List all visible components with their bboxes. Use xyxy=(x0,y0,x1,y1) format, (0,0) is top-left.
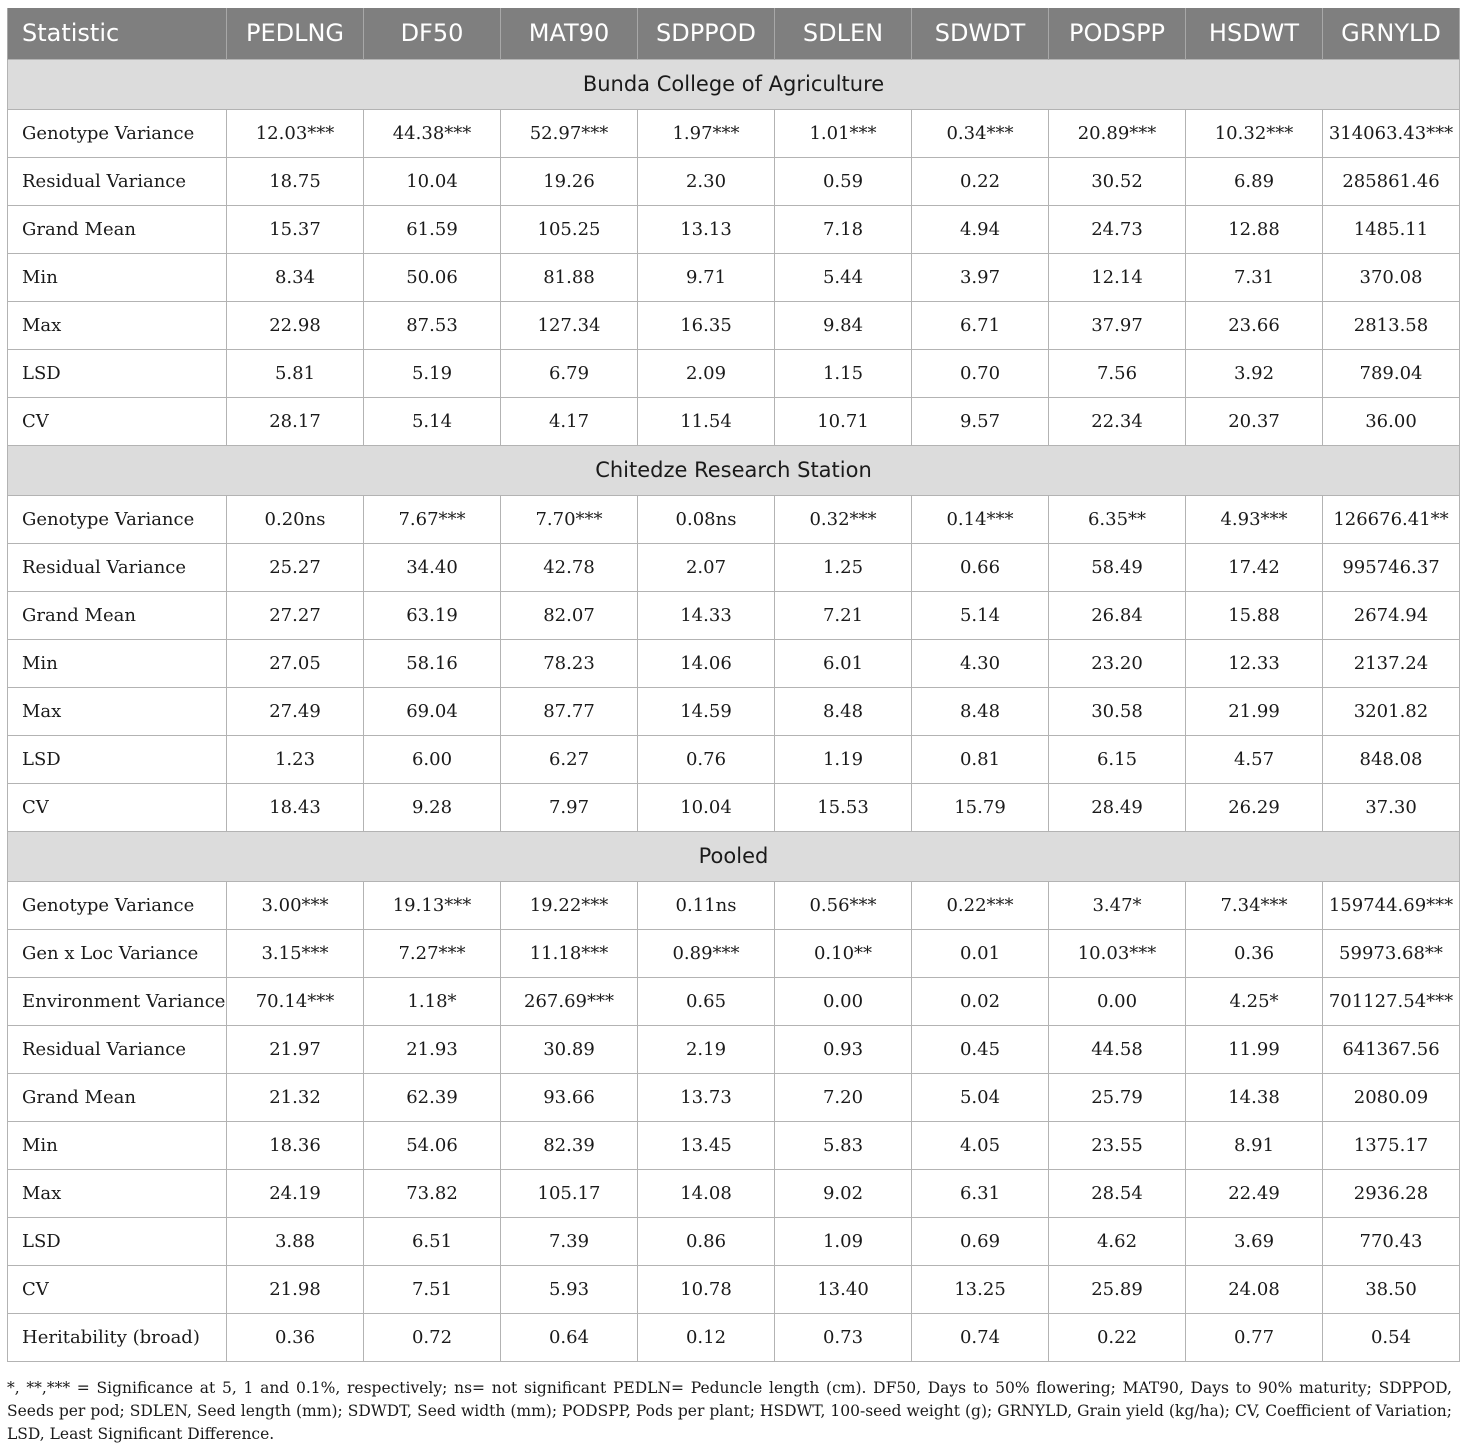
table-cell: 19.26 xyxy=(501,157,638,205)
table-row xyxy=(8,1265,1460,1313)
table-cell: 2.30 xyxy=(638,157,775,205)
table-cell: 14.59 xyxy=(638,687,775,735)
table-cell: 15.37 xyxy=(227,205,364,253)
table-cell: 9.28 xyxy=(364,783,501,831)
table-cell: 7.31 xyxy=(1186,253,1323,301)
table-cell: 0.36 xyxy=(1186,929,1323,977)
table-cell: 3201.82 xyxy=(1323,687,1460,735)
table-cell: 0.34*** xyxy=(912,109,1049,157)
table-cell: 10.71 xyxy=(775,397,912,445)
row-label: Min xyxy=(8,639,227,687)
table-cell: 0.72 xyxy=(364,1313,501,1361)
statistics-table xyxy=(7,8,1460,1362)
table-cell: 4.57 xyxy=(1186,735,1323,783)
table-cell: 3.15*** xyxy=(227,929,364,977)
row-label: Grand Mean xyxy=(8,205,227,253)
table-cell: 105.17 xyxy=(501,1169,638,1217)
row-label: Residual Variance xyxy=(8,157,227,205)
table-cell: 6.00 xyxy=(364,735,501,783)
table-cell: 1.18* xyxy=(364,977,501,1025)
table-cell: 15.53 xyxy=(775,783,912,831)
table-cell: 18.36 xyxy=(227,1121,364,1169)
table-cell: 0.65 xyxy=(638,977,775,1025)
table-row xyxy=(8,543,1460,591)
table-row xyxy=(8,977,1460,1025)
table-cell: 27.49 xyxy=(227,687,364,735)
table-cell: 0.20ns xyxy=(227,495,364,543)
table-cell: 27.27 xyxy=(227,591,364,639)
table-cell: 0.12 xyxy=(638,1313,775,1361)
table-cell: 20.89*** xyxy=(1049,109,1186,157)
column-header: SDPPOD xyxy=(638,8,775,59)
table-cell: 6.79 xyxy=(501,349,638,397)
table-cell: 82.07 xyxy=(501,591,638,639)
column-header: DF50 xyxy=(364,8,501,59)
table-cell: 54.06 xyxy=(364,1121,501,1169)
section-header-row xyxy=(8,831,1460,881)
table-cell: 5.93 xyxy=(501,1265,638,1313)
table-cell: 10.04 xyxy=(638,783,775,831)
table-cell: 19.22*** xyxy=(501,881,638,929)
table-cell: 25.79 xyxy=(1049,1073,1186,1121)
table-cell: 1.25 xyxy=(775,543,912,591)
table-cell: 0.86 xyxy=(638,1217,775,1265)
table-cell: 285861.46 xyxy=(1323,157,1460,205)
table-cell: 848.08 xyxy=(1323,735,1460,783)
section-title: Chitedze Research Station xyxy=(8,445,1460,495)
table-cell: 7.34*** xyxy=(1186,881,1323,929)
table-cell: 13.25 xyxy=(912,1265,1049,1313)
row-label: LSD xyxy=(8,349,227,397)
table-cell: 2.09 xyxy=(638,349,775,397)
row-label: Residual Variance xyxy=(8,543,227,591)
table-cell: 14.06 xyxy=(638,639,775,687)
table-cell: 1375.17 xyxy=(1323,1121,1460,1169)
table-cell: 37.97 xyxy=(1049,301,1186,349)
table-cell: 770.43 xyxy=(1323,1217,1460,1265)
table-cell: 1.15 xyxy=(775,349,912,397)
table-cell: 127.34 xyxy=(501,301,638,349)
table-cell: 10.78 xyxy=(638,1265,775,1313)
table-cell: 5.19 xyxy=(364,349,501,397)
section-title: Pooled xyxy=(8,831,1460,881)
row-label: Residual Variance xyxy=(8,1025,227,1073)
table-cell: 6.51 xyxy=(364,1217,501,1265)
table-cell: 7.51 xyxy=(364,1265,501,1313)
table-cell: 8.34 xyxy=(227,253,364,301)
row-label: CV xyxy=(8,397,227,445)
table-cell: 12.03*** xyxy=(227,109,364,157)
section-title: Bunda College of Agriculture xyxy=(8,59,1460,109)
table-cell: 5.14 xyxy=(912,591,1049,639)
table-cell: 1.01*** xyxy=(775,109,912,157)
table-cell: 0.81 xyxy=(912,735,1049,783)
table-cell: 34.40 xyxy=(364,543,501,591)
table-cell: 87.77 xyxy=(501,687,638,735)
column-header: MAT90 xyxy=(501,8,638,59)
table-cell: 0.36 xyxy=(227,1313,364,1361)
table-cell: 1.09 xyxy=(775,1217,912,1265)
table-cell: 24.08 xyxy=(1186,1265,1323,1313)
table-cell: 6.15 xyxy=(1049,735,1186,783)
table-cell: 0.74 xyxy=(912,1313,1049,1361)
table-cell: 69.04 xyxy=(364,687,501,735)
table-cell: 4.05 xyxy=(912,1121,1049,1169)
table-cell: 28.49 xyxy=(1049,783,1186,831)
table-cell: 62.39 xyxy=(364,1073,501,1121)
table-cell: 7.56 xyxy=(1049,349,1186,397)
row-label: Genotype Variance xyxy=(8,495,227,543)
column-header: HSDWT xyxy=(1186,8,1323,59)
table-cell: 8.48 xyxy=(912,687,1049,735)
table-cell: 0.59 xyxy=(775,157,912,205)
table-cell: 7.27*** xyxy=(364,929,501,977)
table-cell: 9.71 xyxy=(638,253,775,301)
column-header: Statistic xyxy=(8,8,227,59)
table-cell: 0.66 xyxy=(912,543,1049,591)
table-row xyxy=(8,1025,1460,1073)
column-header: PODSPP xyxy=(1049,8,1186,59)
table-row xyxy=(8,735,1460,783)
row-label: Environment Variance xyxy=(8,977,227,1025)
table-cell: 5.83 xyxy=(775,1121,912,1169)
table-cell: 0.69 xyxy=(912,1217,1049,1265)
table-cell: 30.58 xyxy=(1049,687,1186,735)
table-cell: 14.38 xyxy=(1186,1073,1323,1121)
row-label: CV xyxy=(8,1265,227,1313)
table-cell: 789.04 xyxy=(1323,349,1460,397)
table-cell: 15.88 xyxy=(1186,591,1323,639)
table-cell: 4.17 xyxy=(501,397,638,445)
table-cell: 0.00 xyxy=(1049,977,1186,1025)
table-cell: 126676.41** xyxy=(1323,495,1460,543)
table-cell: 1.19 xyxy=(775,735,912,783)
row-label: Min xyxy=(8,1121,227,1169)
table-cell: 58.49 xyxy=(1049,543,1186,591)
table-cell: 2137.24 xyxy=(1323,639,1460,687)
table-cell: 61.59 xyxy=(364,205,501,253)
table-cell: 10.03*** xyxy=(1049,929,1186,977)
table-row xyxy=(8,687,1460,735)
table-cell: 22.34 xyxy=(1049,397,1186,445)
table-cell: 23.66 xyxy=(1186,301,1323,349)
table-cell: 44.58 xyxy=(1049,1025,1186,1073)
table-cell: 3.88 xyxy=(227,1217,364,1265)
table-cell: 25.89 xyxy=(1049,1265,1186,1313)
table-row xyxy=(8,109,1460,157)
table-cell: 58.16 xyxy=(364,639,501,687)
table-cell: 19.13*** xyxy=(364,881,501,929)
row-label: Max xyxy=(8,1169,227,1217)
table-cell: 3.00*** xyxy=(227,881,364,929)
table-cell: 5.44 xyxy=(775,253,912,301)
table-cell: 0.77 xyxy=(1186,1313,1323,1361)
table-cell: 267.69*** xyxy=(501,977,638,1025)
table-cell: 93.66 xyxy=(501,1073,638,1121)
column-header: PEDLNG xyxy=(227,8,364,59)
table-cell: 7.21 xyxy=(775,591,912,639)
table-cell: 7.67*** xyxy=(364,495,501,543)
row-label: LSD xyxy=(8,1217,227,1265)
table-cell: 6.01 xyxy=(775,639,912,687)
table-cell: 3.69 xyxy=(1186,1217,1323,1265)
table-cell: 16.35 xyxy=(638,301,775,349)
table-cell: 21.93 xyxy=(364,1025,501,1073)
row-label: Min xyxy=(8,253,227,301)
table-cell: 28.17 xyxy=(227,397,364,445)
table-cell: 5.04 xyxy=(912,1073,1049,1121)
table-row xyxy=(8,881,1460,929)
table-cell: 24.73 xyxy=(1049,205,1186,253)
table-cell: 28.54 xyxy=(1049,1169,1186,1217)
table-cell: 13.73 xyxy=(638,1073,775,1121)
table-row xyxy=(8,639,1460,687)
row-label: CV xyxy=(8,783,227,831)
row-label: Max xyxy=(8,301,227,349)
table-cell: 3.92 xyxy=(1186,349,1323,397)
table-cell: 3.97 xyxy=(912,253,1049,301)
table-cell: 30.52 xyxy=(1049,157,1186,205)
table-cell: 9.57 xyxy=(912,397,1049,445)
table-cell: 14.33 xyxy=(638,591,775,639)
table-cell: 23.20 xyxy=(1049,639,1186,687)
table-cell: 22.49 xyxy=(1186,1169,1323,1217)
table-cell: 11.18*** xyxy=(501,929,638,977)
section-header-row xyxy=(8,445,1460,495)
table-cell: 0.93 xyxy=(775,1025,912,1073)
table-cell: 0.22 xyxy=(1049,1313,1186,1361)
column-header: SDLEN xyxy=(775,8,912,59)
table-cell: 4.25* xyxy=(1186,977,1323,1025)
table-row xyxy=(8,301,1460,349)
table-cell: 6.89 xyxy=(1186,157,1323,205)
table-body xyxy=(8,59,1460,1361)
table-row xyxy=(8,929,1460,977)
table-cell: 5.14 xyxy=(364,397,501,445)
table-cell: 73.82 xyxy=(364,1169,501,1217)
table-cell: 5.81 xyxy=(227,349,364,397)
table-cell: 13.45 xyxy=(638,1121,775,1169)
row-label: Grand Mean xyxy=(8,591,227,639)
table-cell: 0.89*** xyxy=(638,929,775,977)
table-row xyxy=(8,495,1460,543)
table-cell: 18.75 xyxy=(227,157,364,205)
table-cell: 7.97 xyxy=(501,783,638,831)
table-cell: 7.39 xyxy=(501,1217,638,1265)
table-cell: 13.40 xyxy=(775,1265,912,1313)
table-cell: 59973.68** xyxy=(1323,929,1460,977)
row-label: Gen x Loc Variance xyxy=(8,929,227,977)
table-cell: 17.42 xyxy=(1186,543,1323,591)
section-header-row xyxy=(8,59,1460,109)
table-row xyxy=(8,783,1460,831)
table-cell: 1485.11 xyxy=(1323,205,1460,253)
table-row xyxy=(8,397,1460,445)
table-row xyxy=(8,591,1460,639)
table-cell: 6.27 xyxy=(501,735,638,783)
table-row xyxy=(8,1217,1460,1265)
table-cell: 11.99 xyxy=(1186,1025,1323,1073)
table-cell: 0.01 xyxy=(912,929,1049,977)
table-cell: 44.38*** xyxy=(364,109,501,157)
table-cell: 0.70 xyxy=(912,349,1049,397)
table-cell: 0.00 xyxy=(775,977,912,1025)
table-cell: 63.19 xyxy=(364,591,501,639)
table-cell: 0.73 xyxy=(775,1313,912,1361)
table-cell: 50.06 xyxy=(364,253,501,301)
table-cell: 20.37 xyxy=(1186,397,1323,445)
table-cell: 0.64 xyxy=(501,1313,638,1361)
table-cell: 87.53 xyxy=(364,301,501,349)
table-cell: 78.23 xyxy=(501,639,638,687)
row-label: Heritability (broad) xyxy=(8,1313,227,1361)
table-cell: 4.93*** xyxy=(1186,495,1323,543)
row-label: Genotype Variance xyxy=(8,109,227,157)
table-row xyxy=(8,349,1460,397)
table-cell: 159744.69*** xyxy=(1323,881,1460,929)
table-cell: 37.30 xyxy=(1323,783,1460,831)
table-cell: 105.25 xyxy=(501,205,638,253)
column-header: GRNYLD xyxy=(1323,8,1460,59)
table-cell: 23.55 xyxy=(1049,1121,1186,1169)
table-cell: 25.27 xyxy=(227,543,364,591)
table-cell: 8.48 xyxy=(775,687,912,735)
table-cell: 2.07 xyxy=(638,543,775,591)
table-cell: 52.97*** xyxy=(501,109,638,157)
table-cell: 7.70*** xyxy=(501,495,638,543)
table-cell: 2.19 xyxy=(638,1025,775,1073)
table-cell: 701127.54*** xyxy=(1323,977,1460,1025)
table-cell: 0.22*** xyxy=(912,881,1049,929)
table-cell: 9.84 xyxy=(775,301,912,349)
table-cell: 8.91 xyxy=(1186,1121,1323,1169)
table-cell: 26.84 xyxy=(1049,591,1186,639)
table-cell: 13.13 xyxy=(638,205,775,253)
table-cell: 2813.58 xyxy=(1323,301,1460,349)
table-cell: 370.08 xyxy=(1323,253,1460,301)
table-row xyxy=(8,205,1460,253)
table-cell: 9.02 xyxy=(775,1169,912,1217)
table-cell: 2674.94 xyxy=(1323,591,1460,639)
table-cell: 15.79 xyxy=(912,783,1049,831)
table-cell: 10.32*** xyxy=(1186,109,1323,157)
table-cell: 0.32*** xyxy=(775,495,912,543)
table-cell: 26.29 xyxy=(1186,783,1323,831)
row-label: LSD xyxy=(8,735,227,783)
table-cell: 21.97 xyxy=(227,1025,364,1073)
table-cell: 36.00 xyxy=(1323,397,1460,445)
table-cell: 4.94 xyxy=(912,205,1049,253)
row-label: Genotype Variance xyxy=(8,881,227,929)
table-footnote: *, **,*** = Significance at 5, 1 and 0.1%, respectively; ns= not significant PEDLN= Peduncle length (cm). DF50, Days to 50% flowering; MAT90, Days to 90% maturity; SDPPOD, Seeds per pod; SDLEN, Seed length (mm); SDWDT, Seed width (mm); PODSPP, Pods per plant; HSDWT, 100-seed weight (g); GRNYLD, Grain yield (kg/ha); CV, Coefficient of Variation; LSD, Least Significant Difference. xyxy=(7,1379,1452,1443)
table-cell: 22.98 xyxy=(227,301,364,349)
table-cell: 18.43 xyxy=(227,783,364,831)
table-cell: 641367.56 xyxy=(1323,1025,1460,1073)
table-cell: 0.10** xyxy=(775,929,912,977)
table-cell: 4.30 xyxy=(912,639,1049,687)
table-cell: 0.14*** xyxy=(912,495,1049,543)
table-cell: 24.19 xyxy=(227,1169,364,1217)
table-cell: 7.20 xyxy=(775,1073,912,1121)
table-cell: 0.54 xyxy=(1323,1313,1460,1361)
table-row xyxy=(8,1121,1460,1169)
table-cell: 314063.43*** xyxy=(1323,109,1460,157)
table-cell: 1.23 xyxy=(227,735,364,783)
table-cell: 27.05 xyxy=(227,639,364,687)
table-cell: 12.14 xyxy=(1049,253,1186,301)
table-cell: 10.04 xyxy=(364,157,501,205)
table-cell: 2080.09 xyxy=(1323,1073,1460,1121)
table-cell: 11.54 xyxy=(638,397,775,445)
table-cell: 3.47* xyxy=(1049,881,1186,929)
table-cell: 14.08 xyxy=(638,1169,775,1217)
table-cell: 0.45 xyxy=(912,1025,1049,1073)
table-row xyxy=(8,253,1460,301)
row-label: Grand Mean xyxy=(8,1073,227,1121)
table-cell: 70.14*** xyxy=(227,977,364,1025)
table-cell: 6.31 xyxy=(912,1169,1049,1217)
table-cell: 995746.37 xyxy=(1323,543,1460,591)
table-cell: 30.89 xyxy=(501,1025,638,1073)
table-cell: 0.11ns xyxy=(638,881,775,929)
table-cell: 4.62 xyxy=(1049,1217,1186,1265)
table-cell: 7.18 xyxy=(775,205,912,253)
table-cell: 6.35** xyxy=(1049,495,1186,543)
table-cell: 82.39 xyxy=(501,1121,638,1169)
table-row xyxy=(8,1313,1460,1361)
table-cell: 2936.28 xyxy=(1323,1169,1460,1217)
table-cell: 0.22 xyxy=(912,157,1049,205)
table-cell: 21.99 xyxy=(1186,687,1323,735)
table-cell: 6.71 xyxy=(912,301,1049,349)
table-row xyxy=(8,1169,1460,1217)
table-cell: 0.08ns xyxy=(638,495,775,543)
table-cell: 0.76 xyxy=(638,735,775,783)
table-cell: 38.50 xyxy=(1323,1265,1460,1313)
table-cell: 21.98 xyxy=(227,1265,364,1313)
table-header-row xyxy=(8,8,1460,59)
table-row xyxy=(8,157,1460,205)
table-cell: 21.32 xyxy=(227,1073,364,1121)
table-cell: 0.02 xyxy=(912,977,1049,1025)
table-cell: 81.88 xyxy=(501,253,638,301)
column-header: SDWDT xyxy=(912,8,1049,59)
row-label: Max xyxy=(8,687,227,735)
table-cell: 0.56*** xyxy=(775,881,912,929)
table-cell: 12.88 xyxy=(1186,205,1323,253)
table-cell: 42.78 xyxy=(501,543,638,591)
table-cell: 12.33 xyxy=(1186,639,1323,687)
table-row xyxy=(8,1073,1460,1121)
table-cell: 1.97*** xyxy=(638,109,775,157)
